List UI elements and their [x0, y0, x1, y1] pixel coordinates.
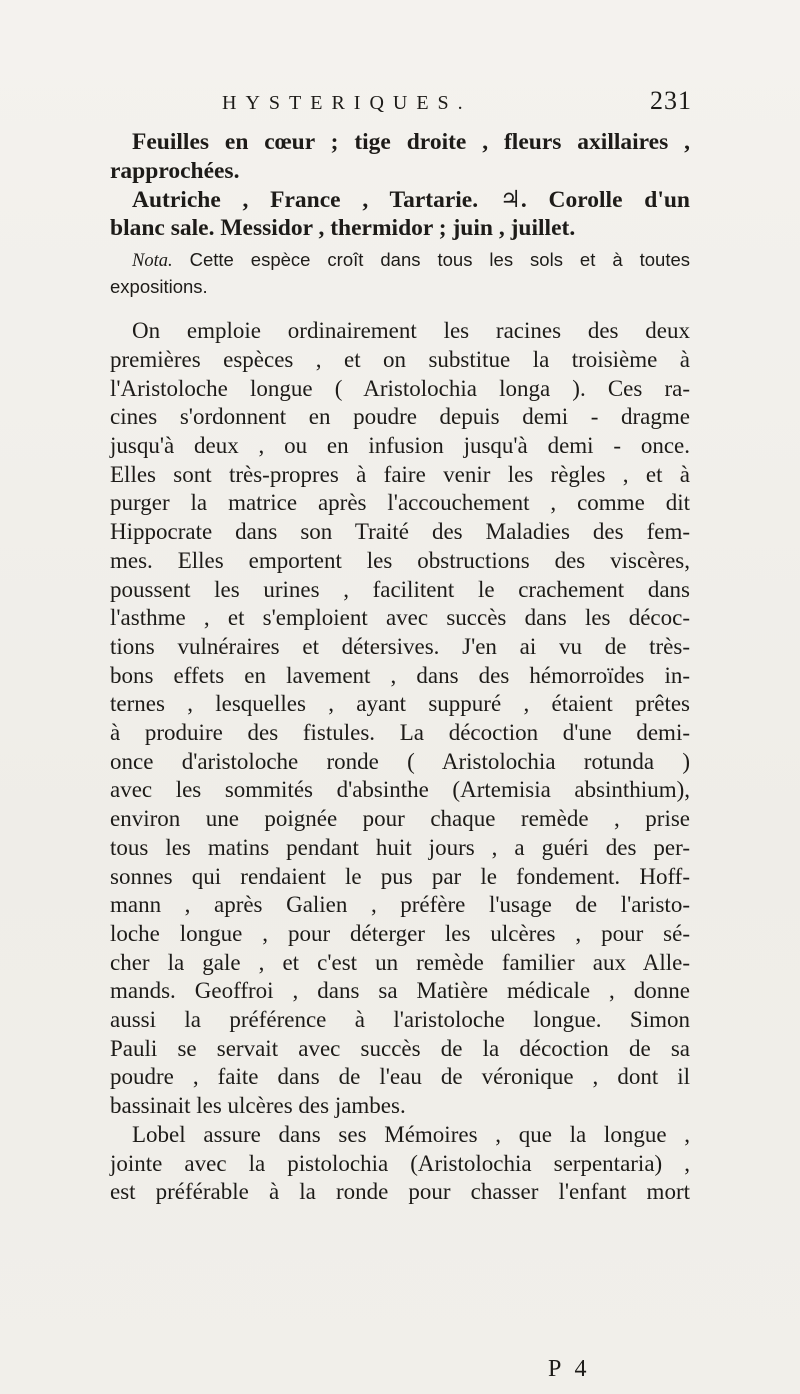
text-line: poussent les urines , facilitent le crachement dans	[110, 576, 690, 602]
text-line: bassinait les ulcères des jambes.	[110, 1093, 406, 1119]
text-line: jointe avec la pistolochia (Aristolochia serpentaria) ,	[110, 1150, 690, 1176]
text-line: aussi la préférence à l'aristoloche longue. Simon	[110, 1007, 690, 1033]
signature-mark: P 4	[548, 1356, 591, 1382]
text-line: tous les matins pendant huit jours , a guéri des per-	[110, 834, 690, 860]
text-line: once d'aristoloche ronde ( Aristolochia rotunda )	[110, 748, 690, 774]
text-line: Pauli se servait avec succès de la décoction de sa	[110, 1035, 690, 1061]
text-line: Hippocrate dans son Traité des Maladies des fem-	[110, 519, 690, 545]
text-line: mes. Elles emportent les obstructions des viscères,	[110, 547, 690, 573]
nota-paragraph	[110, 247, 690, 299]
description-line: Feuilles en cœur ; tige droite , fleurs axillaires ,	[132, 129, 690, 155]
text-line: bons effets en lavement , dans des hémorroïdes in-	[110, 662, 690, 688]
nota-line	[110, 247, 690, 274]
text-line: On emploie ordinairement les racines des deux	[132, 318, 690, 344]
text-line: purger la matrice après l'accouchement , comme dit	[110, 490, 690, 516]
nota-label: Nota.	[132, 251, 173, 272]
text-line: premières espèces , et on substitue la troisième à	[110, 346, 690, 372]
nota-line: expositions.	[110, 276, 208, 298]
text-line: environ une poignée pour chaque remède , prise	[110, 806, 690, 832]
description-line: rapprochées.	[110, 157, 240, 184]
text-line: ternes , lesquelles , ayant suppuré , étaient prêtes	[110, 691, 690, 717]
text-line: cines s'ordonnent en poudre depuis demi - dragme	[110, 404, 690, 430]
text-line: tions vulnéraires et détersives. J'en ai vu de très-	[110, 633, 690, 659]
text-line: est préférable à la ronde pour chasser l'enfant mort	[110, 1179, 690, 1205]
text-line: loche longue , pour déterger les ulcères , pour sé-	[110, 920, 690, 946]
species-description	[110, 128, 690, 243]
text-line: à produire des fistules. La décoction d'une demi-	[110, 720, 690, 746]
text-line: Lobel assure dans ses Mémoires , que la longue ,	[132, 1121, 690, 1147]
text-line: cher la gale , et c'est un remède familier aux Alle-	[110, 949, 690, 975]
description-line: Autriche , France , Tartarie. ♃. Corolle d'un	[132, 186, 690, 213]
text-line: l'asthme , et s'emploient avec succès dans les décoc-	[110, 605, 690, 631]
text-line: mann , après Galien , préfère l'usage de l'aristo-	[110, 892, 690, 918]
page-header	[222, 86, 692, 116]
text-line: mands. Geoffroi , dans sa Matière médicale , donne	[110, 978, 690, 1004]
text-line: jusqu'à deux , ou en infusion jusqu'à demi - once.	[110, 433, 690, 458]
text-line: Elles sont très-propres à faire venir les règles , et à	[110, 461, 690, 487]
description-line: blanc sale. Messidor , thermidor ; juin , juillet.	[110, 215, 576, 242]
text-line: poudre , faite dans de l'eau de véronique , dont il	[110, 1064, 690, 1090]
page-body	[110, 128, 690, 1207]
page-number: 231	[650, 86, 692, 115]
text-line: l'Aristoloche longue ( Aristolochia longa ). Ces ra-	[110, 375, 690, 401]
main-paragraph	[110, 317, 690, 1207]
nota-text: Cette espèce croît dans tous les sols et à toutes	[172, 249, 690, 271]
text-line: avec les sommités d'absinthe (Artemisia absinthium),	[110, 777, 690, 803]
running-head: HYSTERIQUES.	[222, 92, 472, 114]
text-line: sonnes qui rendaient le pus par le fondement. Hoff-	[110, 863, 690, 889]
